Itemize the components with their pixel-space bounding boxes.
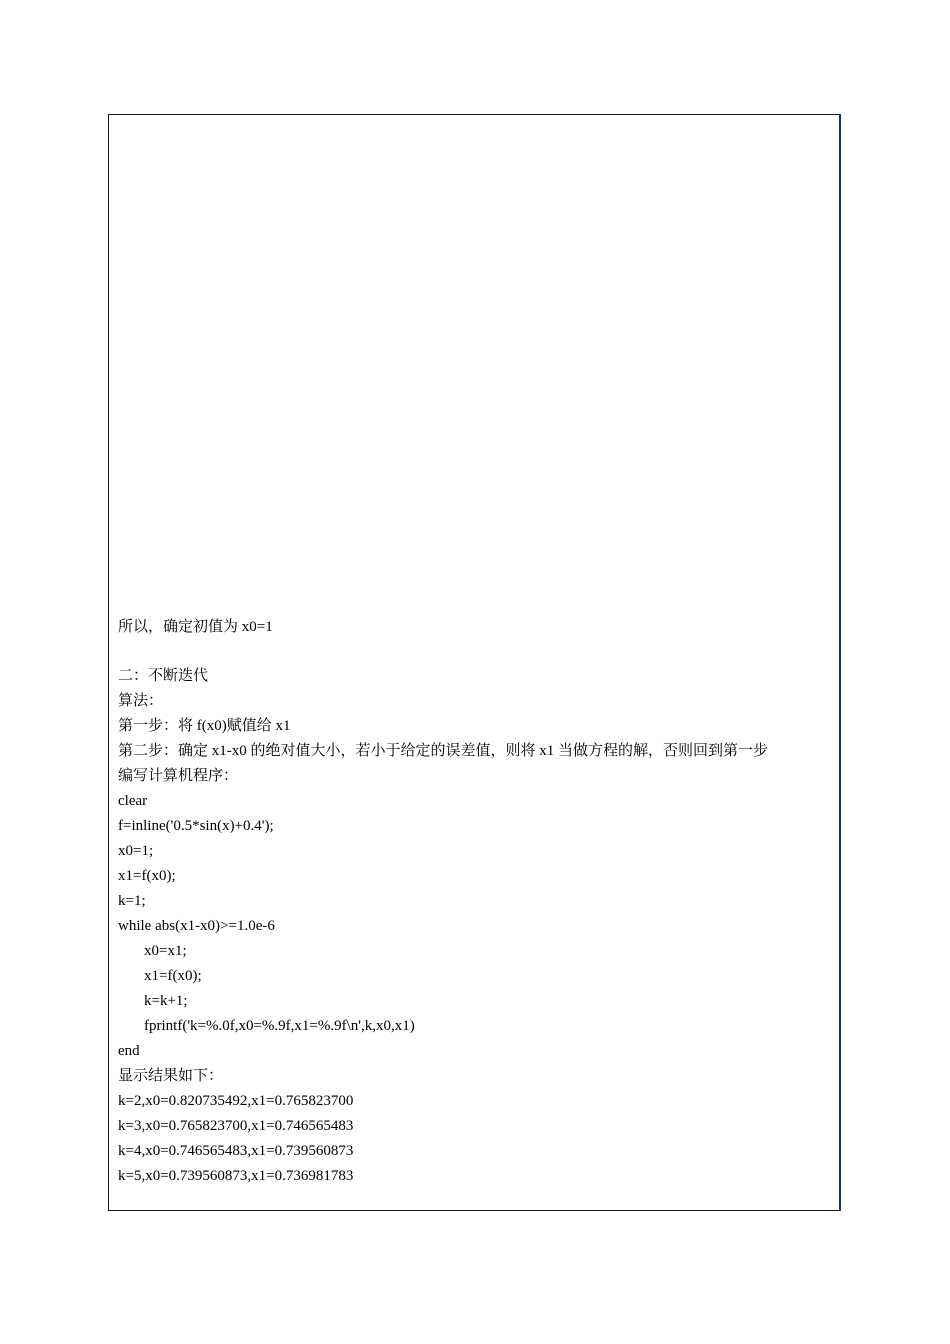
step-one-text: 第一步：将 f(x0)赋值给 x1: [118, 718, 291, 734]
code-line: end: [118, 1043, 140, 1059]
code-line: clear: [118, 793, 148, 809]
code-line: fprintf('k=%.0f,x0=%.9f,x1=%.9f\n',k,x0,x1): [144, 1018, 415, 1034]
code-line: k=k+1;: [144, 993, 188, 1009]
document-content: [118, 615, 834, 1189]
conclusion-text: 所以，确定初值为 x0=1: [118, 619, 273, 635]
code-line: x0=x1;: [144, 943, 187, 959]
results-label: 显示结果如下：: [118, 1068, 224, 1084]
result-line: k=3,x0=0.765823700,x1=0.746565483: [118, 1118, 354, 1134]
code-line: x1=f(x0);: [118, 868, 176, 884]
code-line: x0=1;: [118, 843, 154, 859]
code-line: while abs(x1-x0)>=1.0e-6: [118, 918, 275, 934]
result-line: k=4,x0=0.746565483,x1=0.739560873: [118, 1143, 354, 1159]
result-line: k=2,x0=0.820735492,x1=0.765823700: [118, 1093, 354, 1109]
blank-line: [118, 640, 834, 664]
program-label: 编写计算机程序：: [118, 768, 239, 784]
section-heading: 二：不断迭代: [118, 668, 209, 684]
code-line: f=inline('0.5*sin(x)+0.4');: [118, 818, 274, 834]
result-line: k=5,x0=0.739560873,x1=0.736981783: [118, 1168, 354, 1184]
algorithm-label: 算法：: [118, 693, 164, 709]
code-line: k=1;: [118, 893, 146, 909]
code-line: x1=f(x0);: [144, 968, 202, 984]
step-two-text: 第二步：确定 x1-x0 的绝对值大小，若小于给定的误差值，则将 x1 当做方程的解，否则回到第一步: [118, 743, 768, 759]
